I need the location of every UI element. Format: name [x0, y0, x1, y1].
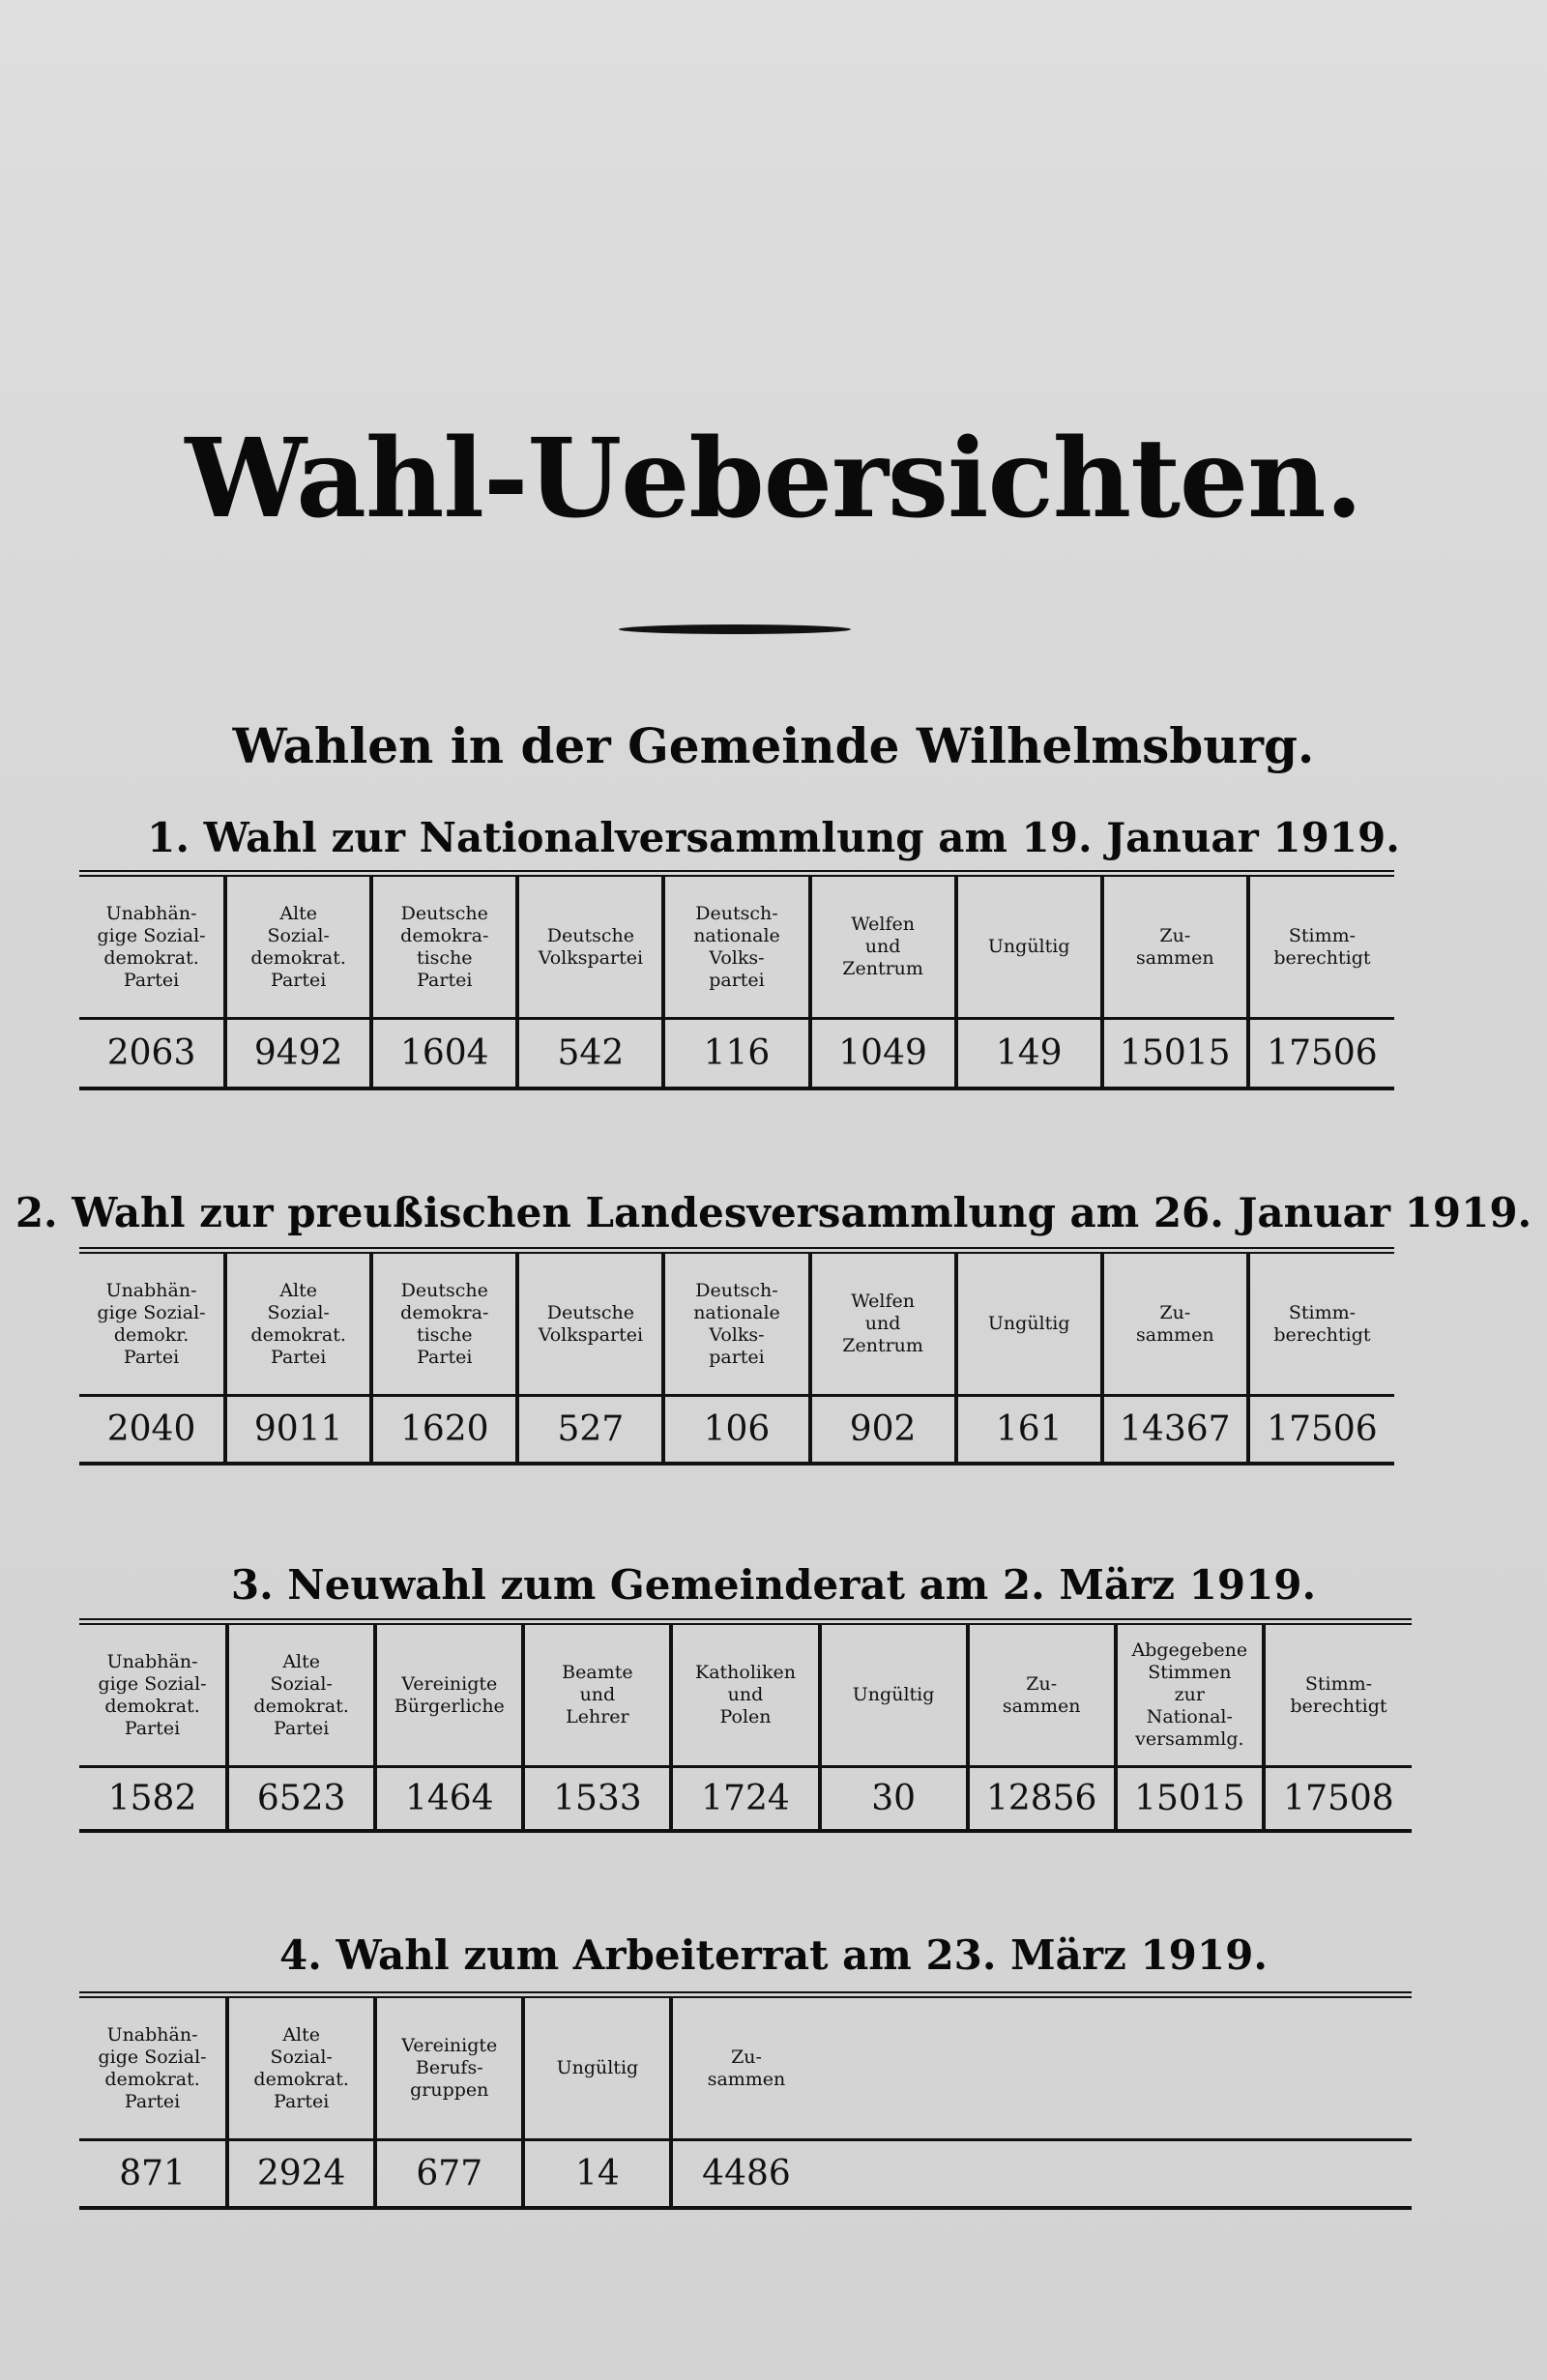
- column-header-line: und: [864, 936, 901, 957]
- column-header: [79, 1995, 227, 2140]
- column-header-line: Zentrum: [842, 958, 923, 979]
- value-cell: 17506: [1248, 1019, 1394, 1088]
- column-header: [517, 874, 663, 1019]
- section-3-table: [79, 1618, 1412, 1833]
- empty-cell: [1264, 2140, 1412, 2208]
- empty-cell: [1116, 1995, 1264, 2140]
- column-header-line: Vereinigte: [401, 1672, 498, 1695]
- column-header-line: sammen: [707, 2068, 786, 2090]
- column-header-line: Deutsch-: [695, 1279, 778, 1301]
- column-header-line: demokrat.: [250, 1323, 346, 1346]
- column-header-line: Partei: [274, 2090, 330, 2112]
- column-header-line: berechtigt: [1273, 1323, 1371, 1346]
- column-header-line: Lehrer: [566, 1706, 629, 1727]
- column-header: [227, 1622, 375, 1767]
- column-header-line: demokrat.: [104, 1695, 200, 1717]
- column-header-line: Volks-: [709, 1323, 765, 1346]
- column-header-line: Abgegebene: [1131, 1640, 1248, 1661]
- column-header-line: Deutsch-: [695, 902, 778, 924]
- column-header: [968, 1622, 1116, 1767]
- column-header: [523, 1622, 671, 1767]
- value-cell: 17506: [1248, 1396, 1394, 1464]
- column-header-line: Partei: [124, 1717, 181, 1739]
- column-header-line: gige Sozial-: [97, 1301, 206, 1323]
- value-cell: 1049: [810, 1019, 956, 1088]
- header-row: [79, 1251, 1394, 1396]
- value-cell: 9492: [225, 1019, 371, 1088]
- empty-cell: [1116, 2140, 1264, 2208]
- column-header-line: Partei: [124, 2090, 181, 2112]
- column-header-line: gige Sozial-: [98, 1672, 207, 1695]
- section-1-table: [79, 870, 1394, 1090]
- column-header-line: Unabhän-: [105, 902, 197, 924]
- column-header-line: Volkspartei: [538, 946, 644, 969]
- column-header-line: demokr.: [113, 1323, 190, 1346]
- value-cell: 14367: [1102, 1396, 1248, 1464]
- column-header-line: Sozial-: [267, 1301, 330, 1323]
- column-header-line: Sozial-: [270, 2046, 333, 2068]
- value-cell: 2063: [79, 1019, 225, 1088]
- value-cell: 15015: [1102, 1019, 1248, 1088]
- column-header: [1248, 874, 1394, 1019]
- column-header: [671, 1995, 819, 2140]
- value-row: [79, 2140, 1412, 2208]
- value-cell: 1582: [79, 1767, 227, 1831]
- value-row: [79, 1396, 1394, 1464]
- value-cell: 149: [956, 1019, 1102, 1088]
- column-header-line: Zu-: [1026, 1672, 1058, 1695]
- value-cell: 527: [517, 1396, 663, 1464]
- value-cell: 106: [663, 1396, 809, 1464]
- empty-cell: [820, 2140, 968, 2208]
- column-header-line: Katholiken: [695, 1662, 796, 1683]
- column-header-line: Stimm-: [1304, 1672, 1373, 1695]
- column-header-line: Deutsche: [546, 1301, 634, 1323]
- column-header-line: tische: [416, 1323, 473, 1346]
- column-header: [1116, 1622, 1264, 1767]
- column-header-line: Zentrum: [842, 1335, 923, 1356]
- value-cell: 1533: [523, 1767, 671, 1831]
- value-cell: 677: [375, 2140, 523, 2208]
- header-row: [79, 1622, 1412, 1767]
- page-title: Wahl-Uebersichten.: [185, 416, 1362, 542]
- column-header: [371, 1251, 517, 1396]
- column-header-line: demokrat.: [104, 2068, 200, 2090]
- value-cell: 14: [523, 2140, 671, 2208]
- column-header-line: Alte: [279, 1279, 317, 1301]
- column-header-line: Partei: [123, 969, 180, 991]
- column-header: [79, 874, 225, 1019]
- column-header-line: Unabhän-: [105, 1279, 197, 1301]
- column-header: [956, 874, 1102, 1019]
- column-header-line: Partei: [271, 1346, 327, 1368]
- column-header-line: Beamte: [562, 1662, 633, 1683]
- column-header-line: Ungültig: [556, 2057, 639, 2078]
- column-header-line: gruppen: [410, 2079, 489, 2101]
- column-header-line: Alte: [282, 1650, 320, 1672]
- value-cell: 116: [663, 1019, 809, 1088]
- value-cell: 2040: [79, 1396, 225, 1464]
- column-header: [810, 1251, 956, 1396]
- page-subtitle: Wahlen in der Gemeinde Wilhelmsburg.: [232, 717, 1315, 774]
- column-header-line: Volkspartei: [538, 1323, 644, 1346]
- empty-cell: [968, 1995, 1116, 2140]
- column-header-line: versammlg.: [1135, 1728, 1244, 1750]
- column-header-line: Unabhän-: [106, 2023, 198, 2046]
- column-header-line: Partei: [274, 1717, 330, 1739]
- column-header: [1264, 1622, 1412, 1767]
- empty-cell: [968, 2140, 1116, 2208]
- value-row: [79, 1767, 1412, 1831]
- column-header-line: berechtigt: [1273, 946, 1371, 969]
- column-header-line: gige Sozial-: [98, 2046, 207, 2068]
- column-header: [375, 1995, 523, 2140]
- section-2-table: [79, 1247, 1394, 1466]
- column-header-line: und: [579, 1684, 616, 1705]
- column-header: [79, 1251, 225, 1396]
- column-header-line: Zu-: [731, 2046, 762, 2068]
- value-cell: 2924: [227, 2140, 375, 2208]
- section-4-table: [79, 1991, 1412, 2210]
- value-cell: 542: [517, 1019, 663, 1088]
- value-cell: 17508: [1264, 1767, 1412, 1831]
- empty-cell: [1264, 1995, 1412, 2140]
- column-header-line: gige Sozial-: [97, 924, 206, 946]
- column-header-line: demokra-: [400, 924, 489, 946]
- column-header: [371, 874, 517, 1019]
- column-header-line: partei: [709, 1346, 765, 1368]
- value-cell: 6523: [227, 1767, 375, 1831]
- value-cell: 1724: [671, 1767, 819, 1831]
- column-header-line: Stimm-: [1288, 924, 1357, 946]
- column-header-line: sammen: [1136, 1323, 1214, 1346]
- column-header-line: Zu-: [1159, 924, 1191, 946]
- value-row: [79, 1019, 1394, 1088]
- value-cell: 4486: [671, 2140, 819, 2208]
- column-header-line: National-: [1146, 1706, 1233, 1727]
- column-header-line: Partei: [271, 969, 327, 991]
- column-header-line: Welfen: [851, 914, 916, 935]
- value-cell: 1464: [375, 1767, 523, 1831]
- section-2-heading: 2. Wahl zur preußischen Landesversammlung am 26. Januar 1919.: [15, 1189, 1532, 1236]
- section-4-heading: 4. Wahl zum Arbeiterrat am 23. März 1919.: [279, 1931, 1268, 1979]
- column-header-line: demokrat.: [253, 1695, 349, 1717]
- column-header: [517, 1251, 663, 1396]
- column-header-line: Partei: [417, 969, 473, 991]
- column-header-line: Unabhän-: [106, 1650, 198, 1672]
- column-header: [810, 874, 956, 1019]
- column-header-line: Berufs-: [415, 2057, 483, 2078]
- value-cell: 15015: [1116, 1767, 1264, 1831]
- column-header-line: Ungültig: [987, 936, 1070, 957]
- column-header-line: zur: [1174, 1684, 1205, 1705]
- column-header-line: demokra-: [400, 1301, 489, 1323]
- column-header-line: sammen: [1002, 1695, 1081, 1717]
- column-header-line: Volks-: [709, 946, 765, 969]
- section-3-heading: 3. Neuwahl zum Gemeinderat am 2. März 1919.: [230, 1561, 1317, 1609]
- column-header: [227, 1995, 375, 2140]
- column-header-line: demokrat.: [253, 2068, 349, 2090]
- value-cell: 12856: [968, 1767, 1116, 1831]
- section-1-heading: 1. Wahl zur Nationalversammlung am 19. Januar 1919.: [147, 814, 1400, 861]
- column-header: [375, 1622, 523, 1767]
- column-header-line: Welfen: [851, 1291, 916, 1312]
- column-header-line: Deutsche: [400, 902, 488, 924]
- header-row: [79, 1995, 1412, 2140]
- column-header-line: nationale: [693, 924, 780, 946]
- value-cell: 30: [820, 1767, 968, 1831]
- column-header-line: Alte: [279, 902, 317, 924]
- column-header-line: Bürgerliche: [394, 1695, 505, 1717]
- column-header-line: und: [864, 1313, 901, 1334]
- column-header-line: Vereinigte: [401, 2035, 498, 2056]
- column-header-line: Zu-: [1159, 1301, 1191, 1323]
- column-header: [671, 1622, 819, 1767]
- column-header: [663, 1251, 809, 1396]
- column-header-line: Partei: [123, 1346, 180, 1368]
- column-header: [820, 1622, 968, 1767]
- column-header-line: Partei: [417, 1346, 473, 1368]
- column-header: [79, 1622, 227, 1767]
- title-rule: [619, 624, 851, 634]
- column-header-line: Alte: [282, 2023, 320, 2046]
- column-header-line: demokrat.: [250, 946, 346, 969]
- column-header-line: demokrat.: [103, 946, 199, 969]
- column-header-line: Sozial-: [267, 924, 330, 946]
- value-cell: 1620: [371, 1396, 517, 1464]
- column-header-line: nationale: [693, 1301, 780, 1323]
- column-header: [225, 874, 371, 1019]
- value-cell: 1604: [371, 1019, 517, 1088]
- column-header: [1102, 874, 1248, 1019]
- column-header-line: berechtigt: [1290, 1695, 1387, 1717]
- column-header-line: Polen: [719, 1706, 772, 1727]
- column-header-line: Deutsche: [400, 1279, 488, 1301]
- header-row: [79, 874, 1394, 1019]
- column-header: [663, 874, 809, 1019]
- column-header-line: sammen: [1136, 946, 1214, 969]
- column-header-line: Deutsche: [546, 924, 634, 946]
- column-header: [523, 1995, 671, 2140]
- column-header-line: Stimmen: [1148, 1662, 1232, 1683]
- value-cell: 161: [956, 1396, 1102, 1464]
- column-header: [225, 1251, 371, 1396]
- column-header-line: partei: [709, 969, 765, 991]
- value-cell: 871: [79, 2140, 227, 2208]
- column-header: [1248, 1251, 1394, 1396]
- column-header-line: Ungültig: [852, 1684, 935, 1705]
- column-header: [1102, 1251, 1248, 1396]
- column-header-line: Ungültig: [987, 1313, 1070, 1334]
- column-header-line: Stimm-: [1288, 1301, 1357, 1323]
- column-header-line: Sozial-: [270, 1672, 333, 1695]
- value-cell: 902: [810, 1396, 956, 1464]
- empty-cell: [820, 1995, 968, 2140]
- column-header-line: tische: [416, 946, 473, 969]
- column-header-line: und: [727, 1684, 764, 1705]
- column-header: [956, 1251, 1102, 1396]
- value-cell: 9011: [225, 1396, 371, 1464]
